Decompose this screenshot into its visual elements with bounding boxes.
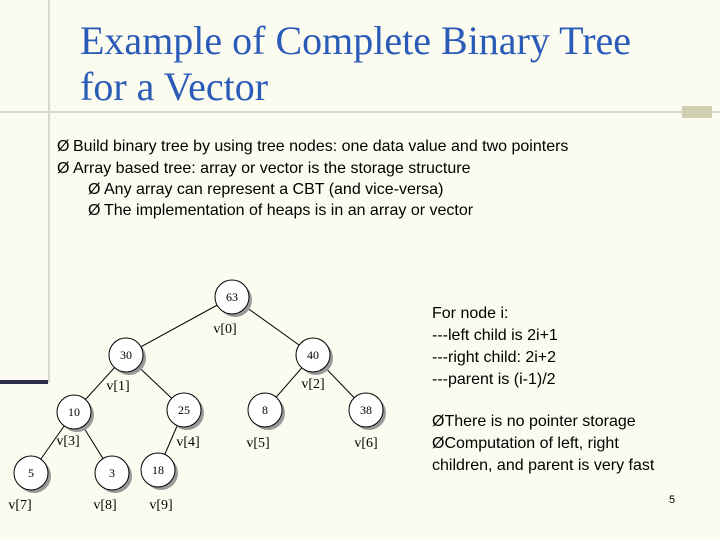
formula-line-1: For node i:: [432, 305, 509, 322]
tree-node-value: 3: [109, 466, 115, 480]
tree-node-index-label: v[3]: [56, 434, 80, 449]
side-bullet-2: [432, 433, 654, 455]
side-bullet-text: Computation of left, right: [444, 435, 619, 452]
tree-node-index-label: v[9]: [149, 498, 173, 513]
bullet-arrow-icon: Ø: [57, 138, 70, 155]
bullet-text: Build binary tree by using tree nodes: one data value and two pointers: [73, 138, 569, 155]
side-bullets: [432, 411, 654, 477]
bullet-arrow-icon: Ø: [432, 413, 445, 430]
bullet-text: Any array can represent a CBT (and vice-versa): [104, 181, 444, 198]
tree-node-index-label: v[7]: [8, 498, 32, 513]
tree-node-index-label: v[5]: [246, 436, 270, 451]
title-line-2: for a Vector: [80, 64, 269, 109]
title-line-1: Example of Complete Binary Tree: [80, 18, 632, 63]
side-bullet-text: There is no pointer storage: [444, 413, 636, 430]
formula-line-3: ---right child: 2i+2: [432, 349, 557, 366]
formula-note: [432, 303, 558, 391]
bullet-text: Array based tree: array or vector is the storage structure: [73, 160, 471, 177]
formula-line-2: ---left child is 2i+1: [432, 327, 558, 344]
tree-node-index-label: v[0]: [213, 322, 237, 337]
tree-nodes: [14, 280, 386, 493]
bullet-arrow-icon: Ø: [88, 202, 101, 219]
bullet-arrow-icon: Ø: [88, 181, 101, 198]
side-bullet-1: [432, 411, 654, 433]
formula-line-4: ---parent is (i-1)/2: [432, 371, 556, 388]
tree-node-index-label: v[4]: [176, 435, 200, 450]
bullet-text: The implementation of heaps is in an array or vector: [104, 202, 474, 219]
side-bullet-3: children, and parent is very fast: [432, 457, 655, 474]
tree-node-index-label: v[1]: [106, 379, 130, 394]
tree-node-value: 40: [307, 348, 319, 362]
tree-node-value: 18: [152, 463, 164, 477]
tree-node-value: 25: [178, 403, 190, 417]
tree-node-value: 30: [120, 348, 132, 362]
bullet-arrow-icon: Ø: [432, 435, 445, 452]
tree-node-value: 38: [360, 403, 372, 417]
tree-node-value: 8: [262, 403, 268, 417]
tree-node-value: 63: [226, 290, 238, 304]
tree-node-index-label: v[2]: [301, 377, 325, 392]
tree-node-value: 5: [28, 466, 34, 480]
tree-node-index-label: v[8]: [93, 498, 117, 513]
page-number: 5: [669, 494, 676, 506]
tree-node-index-label: v[6]: [354, 436, 378, 451]
bullet-arrow-icon: Ø: [57, 160, 70, 177]
tree-node-value: 10: [68, 405, 80, 419]
